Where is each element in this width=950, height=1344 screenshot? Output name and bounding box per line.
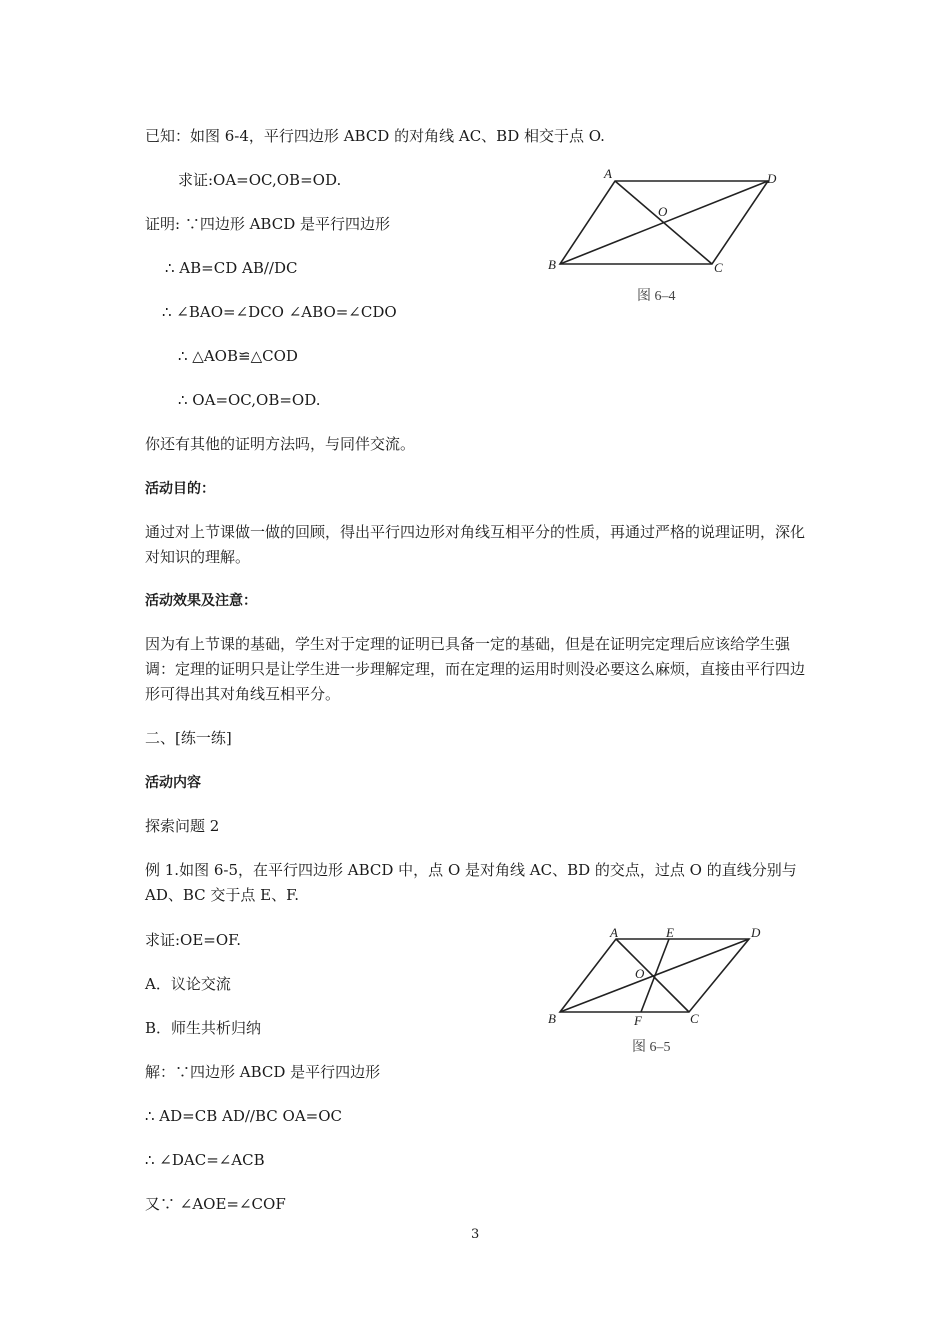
figure-6-4-caption: 图 6–4 <box>637 289 676 304</box>
proof-step-4: ∴ △AOB≌△COD <box>178 347 298 365</box>
heading-activity-content: 活动内容 <box>145 775 201 791</box>
example-prove-statement: 求证:OE=OF. <box>145 931 242 949</box>
figure-6-5 <box>540 922 790 1036</box>
label-a: A <box>610 925 618 940</box>
label-o: O <box>658 204 668 219</box>
heading-activity-purpose: 活动目的： <box>145 481 215 497</box>
proof-step-1: 证明: ∵四边形 ABCD 是平行四边形 <box>145 215 390 233</box>
proof-step-3: ∴ ∠BAO=∠DCO ∠ABO=∠CDO <box>162 303 397 321</box>
label-e: E <box>666 925 674 940</box>
activity-purpose-text: 通过对上节课做一做的回顾，得出平行四边形对角线互相平分的性质，再通过严格的说理证明，深化对知识的理解。 <box>145 523 806 566</box>
figure-6-4 <box>540 165 790 279</box>
label-d: D <box>751 925 761 940</box>
solution-step-3: ∴ ∠DAC=∠ACB <box>145 1151 265 1169</box>
discussion-prompt: 你还有其他的证明方法吗，与同伴交流。 <box>145 435 416 453</box>
label-b: B <box>548 1011 556 1026</box>
parallelogram-diagram-6-4 <box>540 165 790 275</box>
label-c: C <box>690 1011 699 1026</box>
label-c: C <box>714 260 723 275</box>
example-1-text: 例 1.如图 6-5，在平行四边形 ABCD 中，点 O 是对角线 AC、BD 的交点，过点 O 的直线分别与 AD、BC 交于点 E、F. <box>145 861 797 904</box>
proof-step-2: ∴ AB=CD AB//DC <box>165 259 298 277</box>
solution-step-4: 又∵ ∠AOE=∠COF <box>145 1195 286 1213</box>
label-o: O <box>635 966 645 981</box>
step-b-summary: B．师生共析归纳 <box>145 1019 262 1037</box>
solution-step-1: 解：∵四边形 ABCD 是平行四边形 <box>145 1063 381 1081</box>
given-statement: 已知：如图 6-4，平行四边形 ABCD 的对角线 AC、BD 相交于点 O. <box>145 127 605 145</box>
page-number: 3 <box>471 1227 480 1242</box>
label-f: F <box>634 1013 642 1028</box>
section-practice: 二、[练一练] <box>145 729 232 747</box>
label-d: D <box>767 171 777 186</box>
label-a: A <box>604 166 612 181</box>
solution-step-2: ∴ AD=CB AD//BC OA=OC <box>145 1107 342 1125</box>
step-a-discussion: A．议论交流 <box>145 975 231 993</box>
figure-6-5-caption: 图 6–5 <box>632 1040 671 1055</box>
heading-activity-effect: 活动效果及注意： <box>145 593 257 609</box>
diagonal-bd <box>560 181 768 264</box>
problem-2-title: 探索问题 2 <box>145 817 220 835</box>
segment-ef <box>641 939 669 1012</box>
activity-effect-text: 因为有上节课的基础，学生对于定理的证明已具备一定的基础，但是在证明完定理后应该给学生强调：定理的证明只是让学生进一步理解定理，而在定理的运用时则没必要这么麻烦，直接由平行四边形可得出其对角线互相平分。 <box>145 635 806 703</box>
label-b: B <box>548 257 556 272</box>
prove-statement: 求证:OA=OC,OB=OD. <box>178 171 342 189</box>
proof-step-5: ∴ OA=OC,OB=OD. <box>178 391 321 409</box>
parallelogram-diagram-6-5 <box>540 922 790 1032</box>
